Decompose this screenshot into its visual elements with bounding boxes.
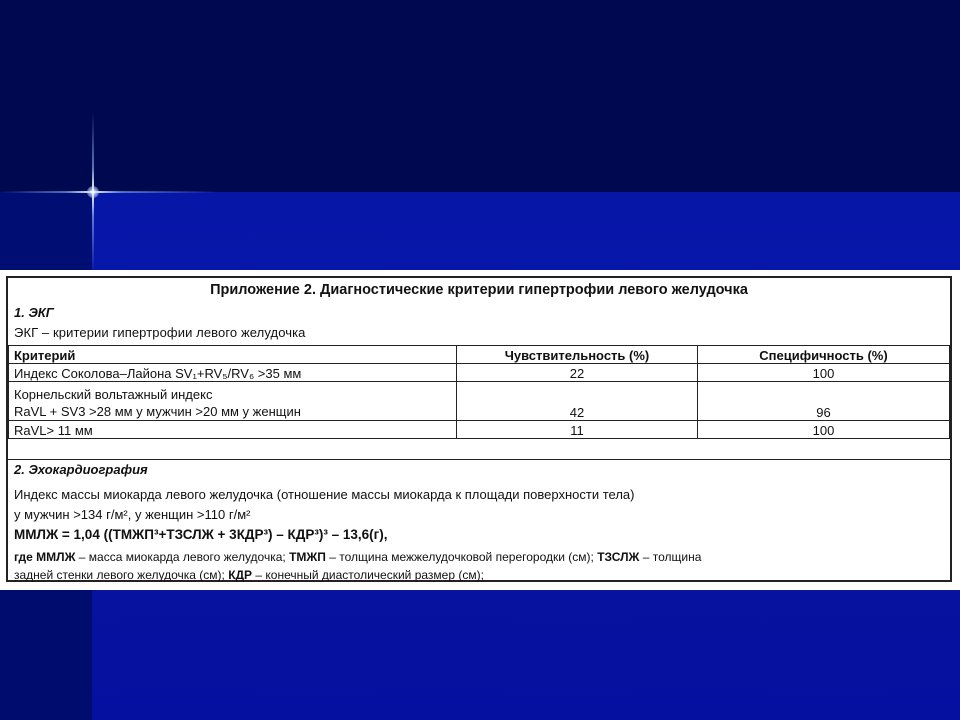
criteria-table [8, 345, 950, 439]
def-text: – толщина [639, 550, 702, 564]
criterion-cell: RaVL> 11 мм [9, 421, 457, 439]
def-term: КДР [228, 568, 253, 582]
section2 [8, 459, 950, 583]
header-specificity: Специфичность (%) [698, 346, 950, 364]
header-sensitivity: Чувствительность (%) [457, 346, 698, 364]
header-criterion: Критерий [9, 346, 457, 364]
criteria-document [6, 276, 952, 582]
specificity-cell: 100 [698, 421, 950, 439]
section1-subtitle: ЭКГ – критерии гипертрофии левого желудочка [14, 325, 306, 340]
definitions-line1 [14, 550, 701, 564]
definitions-line2 [14, 568, 484, 582]
table-row [9, 421, 950, 439]
section2-line2: у мужчин >134 г/м², у женщин >110 г/м² [14, 507, 251, 522]
def-text: – масса миокарда левого желудочка; [75, 550, 290, 564]
background-bottom [0, 590, 960, 720]
table-header-row [9, 346, 950, 364]
criterion-cell [9, 382, 457, 421]
criterion-cell: Индекс Соколова–Лайона SV₁+RV₅/RV₆ >35 мм [9, 364, 457, 382]
def-text: – конечный диастолический размер (см); [252, 568, 484, 582]
formula: ММЛЖ = 1,04 ((ТМЖП³+ТЗСЛЖ + 3КДР³) – КДР³)³ – 13,6(г), [14, 527, 388, 542]
sensitivity-cell: 42 [457, 382, 698, 421]
section1-heading: 1. ЭКГ [14, 305, 54, 320]
section2-heading: 2. Эхокардиография [14, 462, 148, 477]
table-row [9, 364, 950, 382]
criterion-line: Корнельский вольтажный индекс [14, 387, 213, 402]
specificity-cell: 100 [698, 364, 950, 382]
background-top [0, 0, 960, 192]
table-row [9, 382, 950, 421]
def-text: задней стенки левого желудочка (см); [14, 568, 229, 582]
specificity-cell: 96 [698, 382, 950, 421]
def-term: ТЗСЛЖ [597, 550, 640, 564]
sensitivity-cell: 22 [457, 364, 698, 382]
criterion-line: RaVL + SV3 >28 мм у мужчин >20 мм у женщин [14, 404, 301, 419]
sensitivity-cell: 11 [457, 421, 698, 439]
def-term: где ММЛЖ [14, 550, 76, 564]
def-text: – толщина межжелудочковой перегородки (см); [325, 550, 598, 564]
sparkle-core [87, 186, 99, 198]
def-term: ТМЖП [289, 550, 326, 564]
sparkle-icon [0, 191, 220, 193]
section2-line1: Индекс массы миокарда левого желудочка (отношение массы миокарда к площади поверхности тела) [14, 487, 635, 502]
table-panel [0, 270, 960, 590]
doc-title: Приложение 2. Диагностические критерии гипертрофии левого желудочка [210, 282, 748, 298]
